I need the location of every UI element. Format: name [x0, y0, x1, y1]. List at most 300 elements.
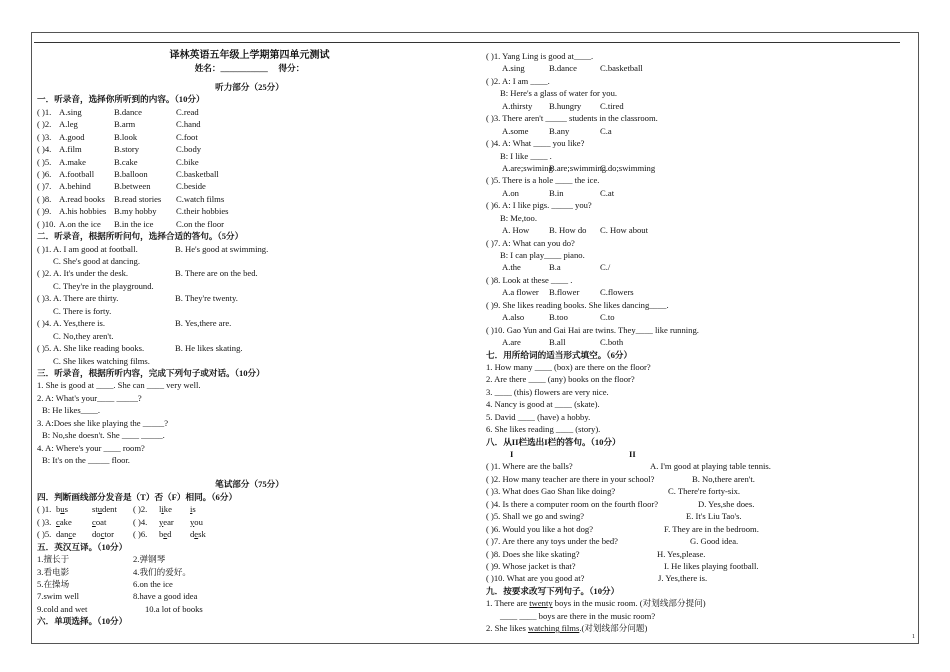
answer-bracket: ( )3. — [37, 516, 52, 527]
fill-line — [37, 417, 462, 429]
fill-text: 4. A: Where's your ____ room? — [37, 442, 145, 453]
word — [56, 503, 68, 515]
answer-bracket: ( )1. — [37, 504, 52, 515]
question-row — [37, 267, 462, 279]
underlined-letter: i — [161, 504, 164, 515]
match-row — [486, 535, 901, 547]
word — [92, 516, 106, 528]
option-a: A.also — [502, 312, 525, 323]
section-5-title: 五．英汉互译。（10分） — [37, 541, 128, 552]
option-a: A.are — [502, 337, 521, 348]
phonics-row — [37, 528, 462, 540]
underlined-letter: e — [163, 529, 168, 540]
mc-question-sub — [486, 87, 901, 99]
word — [56, 516, 72, 528]
question-row — [37, 342, 462, 354]
fill-text: 3. ____ (this) flowers are very nice. — [486, 386, 609, 397]
option-c: C.basketball — [176, 168, 219, 179]
fill-text: 5. David ____ (have) a hobby. — [486, 411, 591, 422]
word-part: do — [92, 529, 101, 540]
answer-bracket: ( )1. — [37, 106, 52, 117]
word — [190, 503, 196, 515]
question-sub: B: I can play____ piano. — [500, 250, 585, 260]
question-row — [37, 180, 462, 192]
translation-item: 9.cold and wet — [37, 603, 88, 614]
word-part: s — [192, 504, 196, 515]
mc-options — [486, 187, 901, 199]
option-b: B.in — [549, 187, 564, 198]
match-question: ( )7. Are there any toys under the bed? — [486, 536, 618, 547]
question-row — [37, 143, 462, 155]
option-b: B.any — [549, 125, 570, 136]
answer-bracket: ( )2. — [133, 504, 148, 515]
listening-heading: 听力部分（25分） — [215, 81, 284, 92]
name-blank: ___________ — [220, 63, 268, 74]
option-c: C./ — [600, 262, 611, 273]
mc-question — [486, 299, 901, 311]
answer-bracket: ( )1. — [37, 243, 52, 254]
col-2-header: II — [629, 449, 636, 459]
fill-text: 1. She is good at ____. She can ____ very well. — [37, 380, 201, 391]
option-b: B.dance — [549, 63, 577, 74]
exam-title: 译林英语五年级上学期第四单元测试 — [169, 50, 330, 61]
question-row — [37, 193, 462, 205]
name-score-line — [37, 62, 462, 74]
option-b: B.balloon — [114, 168, 148, 179]
match-row — [486, 485, 901, 497]
word-part: b — [159, 529, 164, 540]
match-question: ( )4. Is there a computer room on the fourth floor? — [486, 498, 659, 509]
section-3-list — [37, 379, 462, 466]
mc-options — [486, 125, 901, 137]
match-question: ( )3. What does Gao Shan like doing? — [486, 486, 616, 497]
question-sub: B: I like ____ . — [500, 150, 552, 161]
word-part: ake — [59, 516, 72, 527]
option-a: A.football — [59, 168, 95, 179]
name-label: 姓名： — [194, 63, 221, 74]
option-a: A. I am good at football. — [53, 243, 138, 254]
word-part: l — [159, 504, 162, 515]
section-6-title: 六．单项选择。（10分） — [37, 616, 128, 627]
option-b: B.read stories — [114, 193, 162, 204]
fill-text: B: No,she doesn't. She ____ _____. — [42, 430, 165, 441]
option-b: B.cake — [114, 156, 138, 167]
section-1-list — [37, 106, 462, 230]
word-part: d — [167, 529, 172, 540]
fill-text: 3. A:Does she like playing the _____? — [37, 417, 169, 428]
option-c: C.flowers — [600, 287, 634, 298]
fill-line — [37, 442, 462, 454]
section-7-title: 七．用所给词的适当形式填空。（6分） — [486, 349, 633, 360]
question-row — [37, 317, 462, 329]
section-6-list — [486, 50, 901, 349]
option-c: C.body — [176, 144, 202, 155]
match-answer: I. He likes playing football. — [664, 560, 759, 571]
fill-line — [486, 423, 901, 435]
option-a: A.leg — [59, 119, 78, 130]
match-answer: G. Good idea. — [690, 536, 739, 547]
mc-question-sub — [486, 212, 901, 224]
option-b: B.story — [114, 144, 140, 155]
option-b: B.hungry — [549, 100, 582, 111]
match-row — [486, 473, 901, 485]
question-row — [37, 106, 462, 118]
fill-text: B: He likes____. — [42, 405, 101, 416]
header-rule — [34, 42, 900, 43]
section-2-list — [37, 243, 462, 367]
fill-line — [37, 429, 462, 441]
option-c: C.at — [600, 187, 615, 198]
answer-bracket: ( )10. — [37, 218, 56, 229]
fill-text: 2. Are there ____ (any) books on the floor? — [486, 374, 635, 385]
translation-item: 7.swim well — [37, 591, 80, 602]
option-b: B. There are on the bed. — [175, 268, 258, 279]
option-b: B.dance — [114, 106, 142, 117]
underlined-letter: c — [100, 529, 105, 540]
option-c: C.a — [600, 125, 612, 136]
option-c: C.beside — [176, 181, 206, 192]
match-row — [486, 498, 901, 510]
match-question: ( )9. Whose jacket is that? — [486, 560, 576, 571]
rewrite-line-1: 1. There are twenty boys in the music room. (对划线部分提问) — [486, 598, 706, 609]
option-b: B.too — [549, 312, 568, 323]
word-part: d — [190, 529, 195, 540]
word-part: sk — [198, 529, 206, 540]
translation-item: 10.a lot of books — [145, 603, 203, 614]
word-part: e — [72, 529, 77, 540]
option-a: A.good — [59, 131, 85, 142]
score-label: 得分： — [278, 63, 305, 74]
mc-question — [486, 112, 901, 124]
mc-question-sub — [486, 150, 901, 162]
question-row — [37, 168, 462, 180]
option-a: A.behind — [59, 181, 91, 192]
translation-row — [37, 566, 462, 578]
answer-bracket: ( )4. — [37, 318, 52, 329]
answer-bracket: ( )5. — [37, 343, 52, 354]
option-a: A.read books — [59, 193, 105, 204]
option-a: A.the — [502, 262, 521, 273]
answer-bracket: ( )9. — [37, 206, 52, 217]
word — [190, 528, 206, 540]
mc-question — [486, 137, 901, 149]
option-b: B.between — [114, 181, 151, 192]
option-c: C. There is forty. — [53, 305, 112, 316]
option-a: A. It's under the desk. — [53, 268, 129, 279]
col-1-header: I — [510, 449, 514, 459]
fill-line — [37, 404, 462, 416]
word-part: st — [92, 504, 98, 515]
word-part: b — [56, 504, 61, 515]
underlined-letter: c — [68, 529, 73, 540]
rewrite-line-3: 2. She likes watching films.(对划线部分问题) — [486, 623, 648, 634]
question-text: ( )7. A: What can you do? — [486, 237, 575, 248]
option-a: A.make — [59, 156, 86, 167]
phonics-row — [37, 503, 462, 515]
fill-text: 4. Nancy is good at ____ (skate). — [486, 399, 600, 410]
fill-line — [37, 379, 462, 391]
left-column — [37, 50, 462, 628]
answer-bracket: ( )6. — [37, 168, 52, 179]
mc-question-sub — [486, 249, 901, 261]
answer-bracket: ( )5. — [37, 529, 52, 540]
section-8-list — [486, 460, 901, 584]
section-2-title: 二．听录音，根据所听问句，选择合适的答句。（5分） — [37, 231, 244, 242]
option-a: A.sing — [59, 106, 82, 117]
option-a: A. How — [502, 225, 530, 236]
option-b: B.a — [549, 262, 561, 273]
word — [92, 528, 114, 540]
match-row — [486, 548, 901, 560]
underlined-letter: c — [92, 516, 96, 527]
mc-options — [486, 261, 901, 273]
word — [190, 516, 203, 528]
mc-question — [486, 237, 901, 249]
word-part: ear — [163, 516, 174, 527]
answer-bracket: ( )2. — [37, 268, 52, 279]
option-a: A.on — [502, 187, 519, 198]
question-row — [37, 218, 462, 230]
option-b: B. He's good at swimming. — [175, 243, 269, 254]
question-row — [37, 292, 462, 304]
translation-item: 5.在操场 — [37, 578, 70, 589]
rewrite-line-2: ____ ____ boys are there in the music room? — [500, 610, 656, 621]
mc-question — [486, 174, 901, 186]
option-b: B.arm — [114, 119, 136, 130]
word — [92, 503, 117, 515]
match-answer: F. They are in the bedroom. — [664, 523, 759, 534]
option-c: C.read — [176, 106, 199, 117]
option-b: B.look — [114, 131, 138, 142]
question-row-cont — [37, 280, 462, 292]
answer-bracket: ( )4. — [133, 516, 148, 527]
section-8-title: 八．从II栏选出I栏的答句。（10分） — [486, 436, 621, 447]
section-4-title: 四．判断画线部分发音是（T）否（F）相同。（6分） — [37, 491, 238, 502]
underlined-letter: y — [190, 516, 195, 527]
option-c: C.on the floor — [176, 218, 224, 229]
option-b: B.are;swimming — [549, 162, 607, 173]
option-c: C.foot — [176, 131, 198, 142]
translation-item: 3.看电影 — [37, 566, 70, 577]
underlined-letter: i — [190, 504, 193, 515]
question-text: ( )8. Look at these ____ . — [486, 274, 573, 285]
phonics-row — [37, 516, 462, 528]
underlined-letter: u — [97, 504, 103, 515]
option-b: B. He likes skating. — [175, 343, 243, 354]
question-row-cont — [37, 305, 462, 317]
section-3-title: 三．听录音，根据所听内容，完成下列句子或对话。（10分） — [37, 367, 265, 378]
underlined-word: twenty — [529, 598, 553, 609]
answer-bracket: ( )5. — [37, 156, 52, 167]
match-answer: B. No,there aren't. — [692, 473, 755, 484]
translation-row — [37, 603, 462, 615]
match-question: ( )5. Shall we go and swing? — [486, 511, 585, 522]
section-9-title: 九．按要求改写下列句子。（10分） — [486, 585, 620, 596]
translation-item: 6.on the ice — [133, 578, 173, 589]
fill-line — [486, 386, 901, 398]
option-b: B.flower — [549, 287, 580, 298]
question-text: ( )9. She likes reading books. She likes dancing____. — [486, 299, 669, 310]
question-sub: B: Me,too. — [500, 212, 538, 223]
option-a: A.on the ice — [59, 218, 101, 229]
word — [159, 503, 172, 515]
word-part: tor — [104, 529, 114, 540]
translation-item: 8.have a good idea — [133, 591, 198, 602]
option-c: C. No,they aren't. — [53, 330, 114, 341]
fill-line — [486, 373, 901, 385]
option-c: C.basketball — [600, 63, 643, 74]
match-row — [486, 560, 901, 572]
translation-row — [37, 590, 462, 602]
underlined-phrase: watching films — [528, 623, 580, 634]
option-b: B.in the ice — [114, 218, 154, 229]
underlined-letter: y — [159, 516, 164, 527]
match-row — [486, 523, 901, 535]
word — [159, 528, 171, 540]
word-part: oat — [95, 516, 107, 527]
option-a: A.his hobbies — [59, 206, 107, 217]
right-column — [486, 50, 901, 635]
fill-line — [486, 361, 901, 373]
mc-question — [486, 324, 901, 336]
option-c: C.bike — [176, 156, 199, 167]
option-a: A.a flower — [502, 287, 539, 298]
option-a: A.some — [502, 125, 529, 136]
mc-options — [486, 286, 901, 298]
match-answer: E. It's Liu Tao's. — [686, 511, 742, 522]
answer-bracket: ( )2. — [37, 119, 52, 130]
question-text: ( )2. A: I am ____. — [486, 75, 550, 86]
fill-text: 2. A: What's your____ _____? — [37, 392, 142, 403]
question-row-cont — [37, 355, 462, 367]
question-row-cont — [37, 255, 462, 267]
question-row — [37, 156, 462, 168]
question-text: ( )10. Gao Yun and Gai Hai are twins. They____ like running. — [486, 324, 699, 335]
mc-question — [486, 75, 901, 87]
answer-bracket: ( )6. — [133, 529, 148, 540]
section-1-title: 一．听录音，选择你所听到的内容。（10分） — [37, 94, 205, 105]
mc-question — [486, 274, 901, 286]
answer-bracket: ( )8. — [37, 193, 52, 204]
answer-bracket: ( )3. — [37, 293, 52, 304]
word-part: ke — [163, 504, 172, 515]
option-c: C.hand — [176, 119, 201, 130]
answer-bracket: ( )3. — [37, 131, 52, 142]
answer-bracket: ( )4. — [37, 144, 52, 155]
question-text: ( )5. There is a hole ____ the ice. — [486, 175, 600, 186]
underlined-letter: u — [60, 504, 65, 515]
fill-line — [486, 411, 901, 423]
option-c: C. She's good at dancing. — [53, 256, 140, 266]
match-answer: D. Yes,she does. — [698, 498, 755, 509]
mc-options — [486, 100, 901, 112]
word-part: dan — [56, 529, 69, 540]
match-question: ( )2. How many teacher are there in your school? — [486, 473, 655, 484]
option-a: A. Yes,there is. — [53, 318, 106, 329]
section-8-col-headers — [486, 448, 901, 460]
translation-item: 4.我们的爱好。 — [133, 566, 192, 577]
match-question: ( )6. Would you like a hot dog? — [486, 523, 594, 534]
fill-text: 1. How many ____ (box) are there on the floor? — [486, 361, 651, 372]
option-c: C. How about — [600, 225, 648, 236]
section-7-list — [486, 361, 901, 436]
option-a: A.are;swiming — [502, 162, 553, 173]
option-c: C.both — [600, 337, 624, 348]
word-part: ou — [194, 516, 203, 527]
match-question: ( )8. Does she like skating? — [486, 548, 580, 559]
match-answer: J. Yes,there is. — [658, 573, 708, 584]
option-b: B.my hobby — [114, 206, 157, 217]
fill-text: B: It's on the _____ floor. — [42, 455, 130, 465]
option-a: A.sing — [502, 63, 525, 74]
fill-text: 6. She likes reading ____ (story). — [486, 424, 601, 435]
question-row — [37, 243, 462, 255]
match-row — [486, 460, 901, 472]
page-number: 1 — [912, 634, 915, 640]
question-text: ( )4. A: What ____ you like? — [486, 138, 585, 149]
mc-options — [486, 311, 901, 323]
option-c: C.watch films — [176, 193, 225, 204]
option-b: B. Yes,there are. — [175, 318, 232, 329]
word — [159, 516, 174, 528]
fill-line — [37, 454, 462, 466]
question-row — [37, 118, 462, 130]
section-4-list — [37, 503, 462, 540]
word — [56, 528, 76, 540]
translation-item: 1.擅长于 — [37, 554, 70, 565]
option-a: A.thirsty — [502, 100, 533, 111]
option-a: A. There are thirty. — [53, 293, 119, 304]
option-a: A. She like reading books. — [53, 343, 145, 354]
mc-options — [486, 224, 901, 236]
match-row — [486, 510, 901, 522]
match-answer: A. I'm good at playing table tennis. — [650, 461, 771, 472]
answer-bracket: ( )7. — [37, 181, 52, 192]
option-a: A.film — [59, 144, 82, 155]
translation-row — [37, 578, 462, 590]
match-row — [486, 572, 901, 584]
fill-line — [486, 398, 901, 410]
match-question: ( )1. Where are the balls? — [486, 461, 573, 472]
underlined-letter: e — [194, 529, 199, 540]
option-c: C. She likes watching films. — [53, 355, 150, 366]
option-c: C.their hobbies — [176, 206, 229, 217]
question-text: ( )6. A: I like pigs. _____ you? — [486, 200, 592, 211]
underlined-letter: c — [56, 516, 60, 527]
mc-question — [486, 50, 901, 62]
option-b: B. They're twenty. — [175, 293, 238, 304]
word-part: dent — [102, 504, 117, 515]
option-b: B.all — [549, 337, 566, 348]
option-c: C.do;swimming — [600, 162, 656, 173]
match-question: ( )10. What are you good at? — [486, 573, 585, 584]
mc-question — [486, 199, 901, 211]
option-c: C. They're in the playground. — [53, 280, 154, 291]
option-c: C.to — [600, 312, 615, 323]
option-c: C.tired — [600, 100, 624, 111]
translation-row — [37, 553, 462, 565]
question-sub: B: Here's a glass of water for you. — [500, 88, 618, 99]
question-text: ( )1. Yang Ling is good at____. — [486, 51, 594, 61]
question-row — [37, 131, 462, 143]
question-row — [37, 205, 462, 217]
word-part: s — [64, 504, 68, 515]
mc-options — [486, 336, 901, 348]
section-5-list — [37, 553, 462, 615]
match-answer: C. There're forty-six. — [668, 486, 741, 497]
match-answer: H. Yes,please. — [657, 548, 706, 559]
option-b: B. How do — [549, 225, 587, 236]
